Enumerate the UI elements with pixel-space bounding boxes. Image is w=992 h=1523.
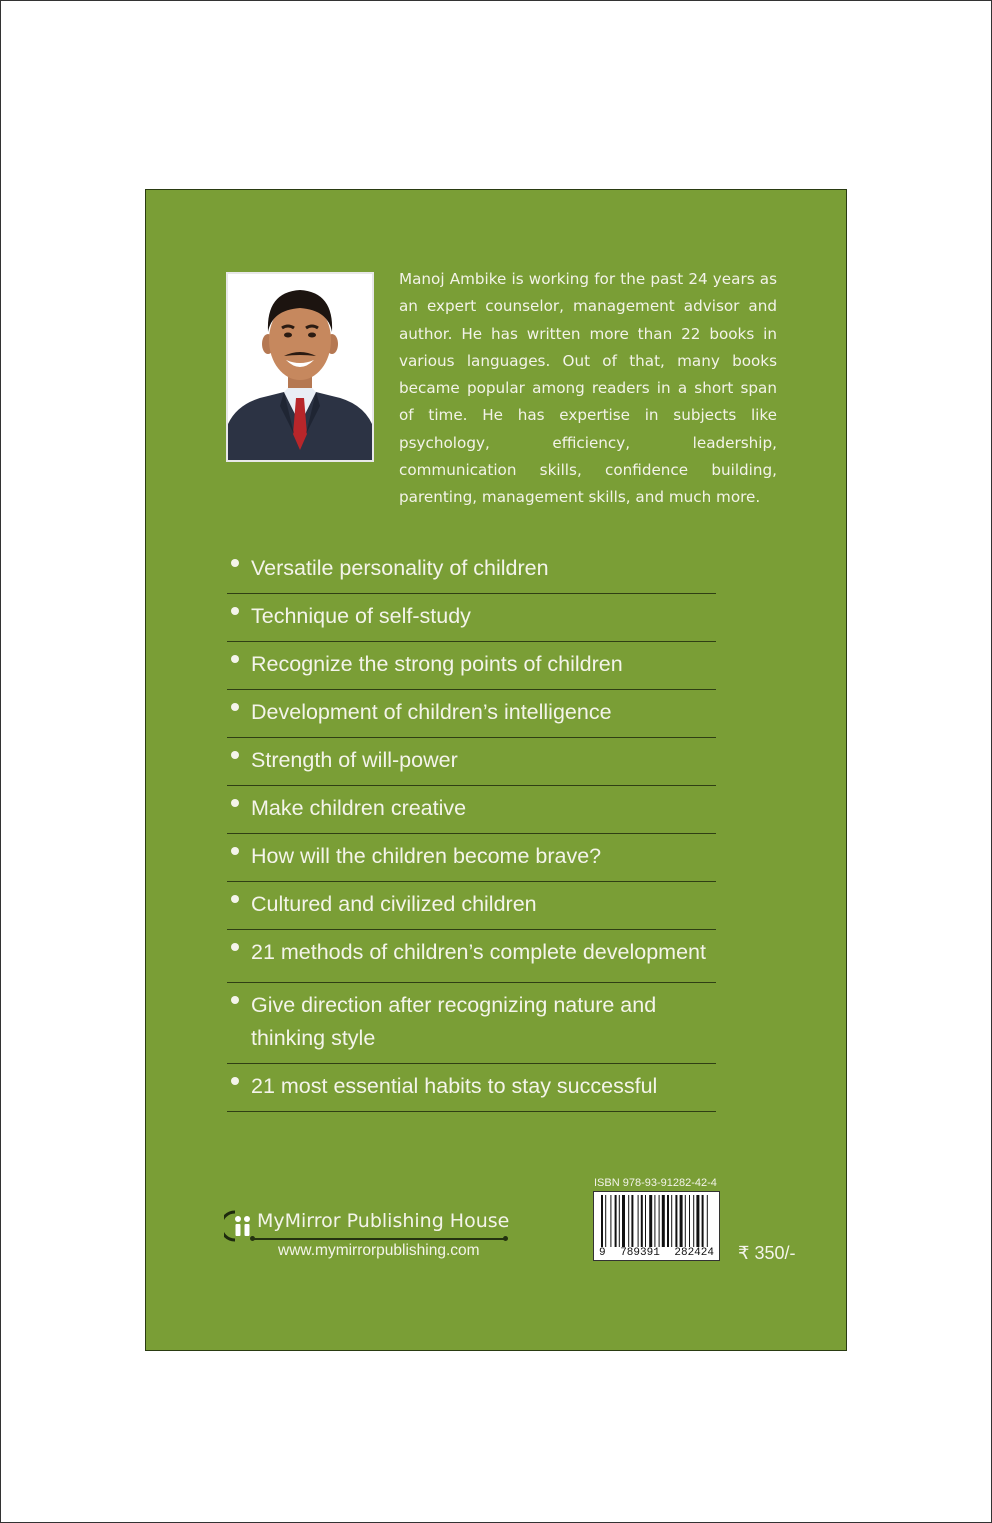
back-cover bbox=[145, 189, 847, 1351]
barcode-bar bbox=[702, 1195, 704, 1247]
feature-text: Technique of self-study bbox=[251, 604, 471, 628]
publisher-block bbox=[224, 1206, 514, 1266]
barcode-bar bbox=[667, 1195, 669, 1247]
bullet-icon bbox=[231, 751, 239, 759]
barcode-bar bbox=[628, 1195, 629, 1247]
price-label: ₹ 350/- bbox=[738, 1243, 796, 1263]
feature-item bbox=[227, 594, 716, 642]
barcode-bar bbox=[696, 1195, 699, 1247]
bullet-icon bbox=[231, 895, 239, 903]
barcode-bar bbox=[619, 1195, 620, 1247]
barcode-bar bbox=[675, 1195, 677, 1247]
publisher-url: www.mymirrorpublishing.com bbox=[278, 1242, 480, 1259]
feature-text: How will the children become brave? bbox=[251, 844, 602, 868]
barcode-bar bbox=[615, 1195, 617, 1247]
feature-text: Development of children’s intelligence bbox=[251, 700, 612, 724]
bullet-icon bbox=[231, 559, 239, 567]
publisher-name: MyMirror Publishing House bbox=[257, 1210, 510, 1232]
feature-text: Cultured and civilized children bbox=[251, 892, 537, 916]
bullet-icon bbox=[231, 943, 239, 951]
barcode-bar bbox=[649, 1195, 652, 1247]
bullet-icon bbox=[231, 996, 239, 1004]
barcode-digits bbox=[594, 1247, 719, 1259]
feature-item bbox=[227, 642, 716, 690]
author-photo bbox=[226, 272, 374, 462]
bullet-icon bbox=[231, 799, 239, 807]
barcode-bar bbox=[631, 1195, 633, 1247]
feature-item bbox=[227, 690, 716, 738]
barcode-bar bbox=[641, 1195, 643, 1247]
barcode-digit-group: 789391 bbox=[620, 1247, 660, 1259]
feature-text: Give direction after recognizing nature and thinking style bbox=[251, 993, 657, 1050]
barcode-bar bbox=[659, 1195, 660, 1247]
feature-item bbox=[227, 546, 716, 594]
barcode-bar bbox=[685, 1195, 686, 1247]
barcode-bar bbox=[680, 1195, 683, 1247]
feature-list bbox=[227, 546, 716, 1112]
author-portrait-image bbox=[228, 274, 372, 460]
barcode bbox=[593, 1191, 720, 1261]
feature-text: Make children creative bbox=[251, 796, 467, 820]
bullet-icon bbox=[231, 847, 239, 855]
barcode-bar bbox=[605, 1195, 606, 1247]
barcode-bar bbox=[610, 1195, 611, 1247]
feature-text: Versatile personality of children bbox=[251, 556, 549, 580]
barcode-digit-group: 282424 bbox=[674, 1247, 714, 1259]
bullet-icon bbox=[231, 607, 239, 615]
isbn-label: ISBN 978-93-91282-42-4 bbox=[594, 1177, 717, 1189]
feature-text: Recognize the strong points of children bbox=[251, 652, 623, 676]
barcode-bar bbox=[707, 1195, 708, 1247]
barcode-bar bbox=[622, 1195, 625, 1247]
barcode-bar bbox=[689, 1195, 690, 1247]
publisher-divider bbox=[252, 1238, 506, 1240]
bullet-icon bbox=[231, 1077, 239, 1085]
barcode-bar bbox=[662, 1195, 665, 1247]
feature-item bbox=[227, 834, 716, 882]
feature-text: 21 most essential habits to stay successful bbox=[251, 1074, 658, 1098]
barcode-bar bbox=[654, 1195, 655, 1247]
feature-text: Strength of will-power bbox=[251, 748, 458, 772]
feature-item bbox=[227, 882, 716, 930]
feature-item bbox=[227, 738, 716, 786]
barcode-bar bbox=[638, 1195, 639, 1247]
barcode-bar bbox=[671, 1195, 672, 1247]
feature-item bbox=[227, 930, 716, 983]
author-bio: Manoj Ambike is working for the past 24 years as an expert counselor, management advisor and author. He has written more than 22 books in various languages. Out of that, many books became popular among readers in a short span of time. He has expertise in subjects like psychology, efficiency, leadership, communication skills, confidence building, parenting, management skills, and much more. bbox=[399, 270, 777, 507]
feature-item bbox=[227, 983, 716, 1064]
feature-item bbox=[227, 786, 716, 834]
barcode-bar bbox=[693, 1195, 694, 1247]
publisher-logo-icon bbox=[224, 1210, 252, 1242]
feature-item bbox=[227, 1064, 716, 1112]
barcode-digit-group: 9 bbox=[599, 1247, 606, 1259]
feature-text: 21 methods of children’s complete development bbox=[251, 940, 706, 964]
barcode-bar bbox=[645, 1195, 646, 1247]
bullet-icon bbox=[231, 655, 239, 663]
bullet-icon bbox=[231, 703, 239, 711]
barcode-bar bbox=[601, 1195, 603, 1247]
